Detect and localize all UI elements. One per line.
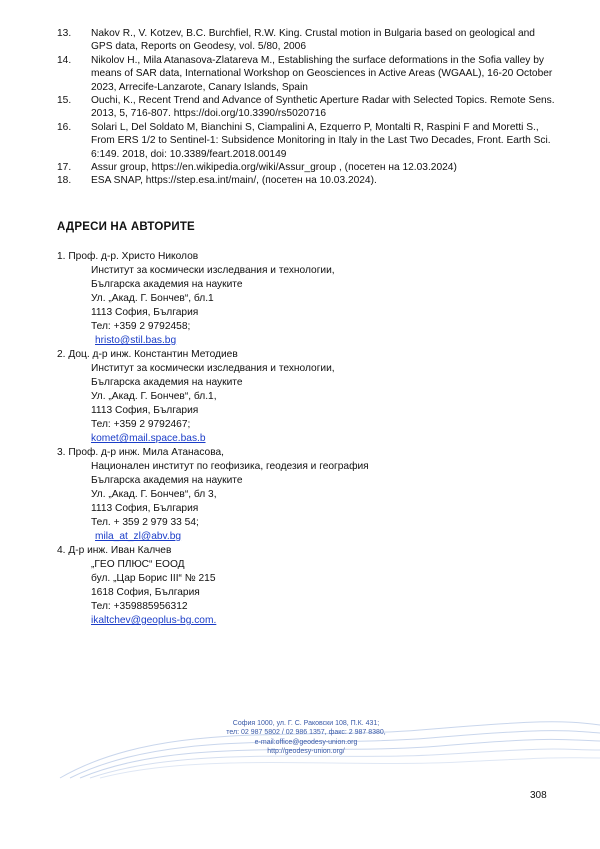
- section-title: АДРЕСИ НА АВТОРИТЕ: [57, 221, 195, 233]
- author-phone: Тел: +359 2 9792467;: [91, 419, 191, 430]
- author-affiliation: Национален институт по геофизика, геодезия и география: [91, 461, 369, 472]
- author-email-link[interactable]: hristo@stil.bas.bg: [95, 335, 177, 346]
- author-affiliation: Българска академия на науките: [91, 279, 243, 290]
- reference-item: 16. Solari L, Del Soldato M, Bianchini S, Ciampalini A, Ezquerro P, Montalti R, Raspini F and Moretti S., From ERS 1/2 to Sentinel-1: Subsidence Monitoring in Italy in the Last Two Decades, Front. Earth Sci. 6:149. 2018, doi: 10.3389/feart.2018.00149: [57, 121, 551, 160]
- author-block: [57, 250, 537, 348]
- author-block: [57, 446, 537, 544]
- author-affiliation: Институт за космически изследвания и технологии,: [91, 265, 335, 276]
- author-affiliation: „ГЕО ПЛЮС“ ЕООД: [91, 559, 185, 570]
- footer-phones: тел: 02 987 5802 / 02 986 1357, факс: 2 987 8380,: [226, 729, 386, 737]
- reference-item: 17. Assur group, https://en.wikipedia.org/wiki/Assur_group , (посетен на 12.03.2024): [57, 162, 457, 174]
- reference-item: 18. ESA SNAP, https://step.esa.int/main/, (посетен на 10.03.2024).: [57, 175, 377, 187]
- author-address: Ул. „Акад. Г. Бончев“, бл.1,: [91, 391, 217, 402]
- author-email-link[interactable]: mila_at_zl@abv.bg: [95, 531, 182, 542]
- author-city: 1618 София, България: [91, 587, 200, 598]
- author-address: бул. „Цар Борис III“ № 215: [91, 573, 216, 584]
- footer-web[interactable]: http://geodesy-union.org/: [267, 748, 345, 756]
- author-affiliation: Институт за космически изследвания и технологии,: [91, 363, 335, 374]
- author-list: [57, 250, 537, 628]
- author-address: Ул. „Акад. Г. Бончев“, бл 3,: [91, 489, 217, 500]
- author-phone: Тел. + 359 2 979 33 54;: [91, 517, 199, 528]
- footer-email[interactable]: e-mail:office@geodesy-union.org: [254, 738, 358, 746]
- author-block: [57, 348, 537, 446]
- reference-item: 15. Ouchi, K., Recent Trend and Advance of Synthetic Aperture Radar with Selected Topics. Remote Sens. 2013, 5, 716-807. https://doi.org/10.3390/rs5020716: [57, 95, 555, 120]
- author-city: 1113 София, България: [91, 405, 199, 416]
- author-name: 4. Д-р инж. Иван Калчев: [57, 545, 172, 556]
- author-affiliation: Българска академия на науките: [91, 377, 243, 388]
- author-phone: Тел: +359 2 9792458;: [91, 321, 191, 332]
- author-email-link[interactable]: ikaltchev@geoplus-bg.com.: [91, 615, 217, 626]
- author-name: 1. Проф. д-р. Христо Николов: [57, 251, 199, 262]
- author-affiliation: Българска академия на науките: [91, 475, 243, 486]
- author-block: [57, 544, 537, 628]
- reference-list: [57, 27, 557, 188]
- footer-address: София 1000, ул. Г. С. Раковски 108, П.К. 431;: [232, 720, 380, 727]
- publisher-footer: [206, 719, 406, 757]
- author-city: 1113 София, България: [91, 503, 199, 514]
- author-name: 3. Проф. д-р инж. Мила Атанасова,: [57, 447, 225, 458]
- author-phone: Тел: +359885956312: [91, 601, 188, 612]
- reference-item: 14. Nikolov H., Mila Atanasova-Zlatareva M., Establishing the surface deformations in the Sofia valley by means of SAR data, International Workshop on Geosciences in Active Areas (WGAAL), 16-20 October 2023, Arrecife-Lanzarote, Canary Islands, Spain: [57, 54, 553, 93]
- page-number: 308: [530, 790, 547, 801]
- reference-item: 13. Nakov R., V. Kotzev, B.C. Burchfiel, R.W. King. Crustal motion in Bulgaria based on geological and GPS data, Reports on Geodesy, vol. 5/80, 2006: [57, 28, 535, 53]
- author-email-row: [57, 432, 537, 446]
- author-email-row: [57, 334, 537, 348]
- author-address: Ул. „Акад. Г. Бончев“, бл.1: [91, 293, 214, 304]
- author-email-row: [57, 614, 537, 628]
- author-city: 1113 София, България: [91, 307, 199, 318]
- author-email-row: [57, 530, 537, 544]
- author-name: 2. Доц. д-р инж. Константин Методиев: [57, 349, 238, 360]
- author-email-link[interactable]: komet@mail.space.bas.b: [91, 433, 206, 444]
